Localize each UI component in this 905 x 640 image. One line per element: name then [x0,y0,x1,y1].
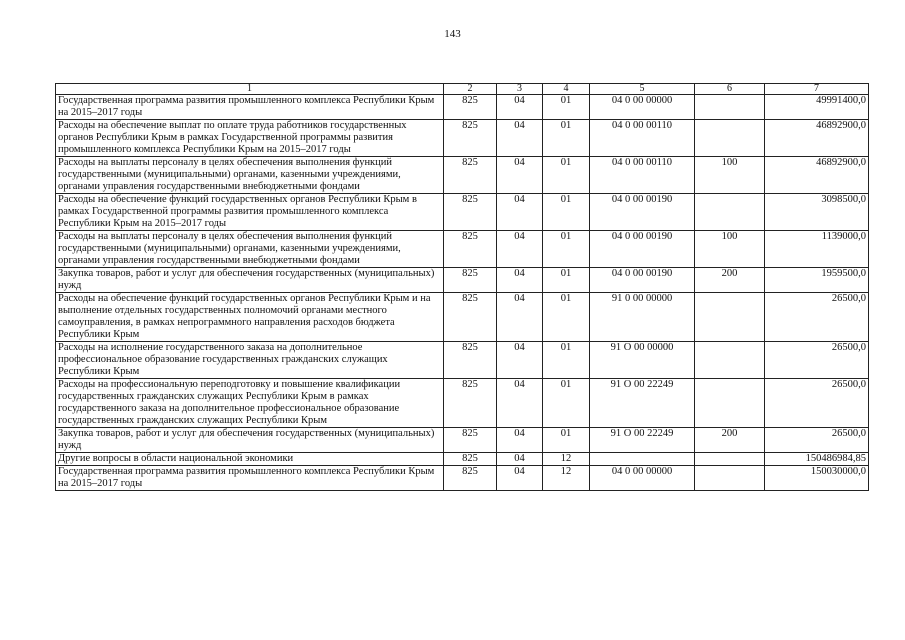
row-amount: 1139000,0 [765,231,869,268]
row-section: 04 [497,379,543,428]
row-section: 04 [497,120,543,157]
row-section: 04 [497,428,543,453]
row-name: Расходы на выплаты персоналу в целях обеспечения выполнения функций государственными (муниципальными) органами, казенными учреждениями, органами управления государственными внебюджетными фондами [56,157,444,194]
row-ministry: 825 [444,293,497,342]
row-section: 04 [497,342,543,379]
table-row [56,428,869,453]
row-section: 04 [497,466,543,491]
row-type: 100 [695,157,765,194]
table-row [56,379,869,428]
row-type [695,379,765,428]
row-target: 04 0 00 00000 [590,95,695,120]
table-body [56,95,869,491]
row-amount: 1959500,0 [765,268,869,293]
row-ministry: 825 [444,120,497,157]
row-amount: 49991400,0 [765,95,869,120]
row-section: 04 [497,268,543,293]
row-amount: 3098500,0 [765,194,869,231]
header-cell-target: 5 [590,84,695,95]
row-section: 04 [497,194,543,231]
table-row [56,120,869,157]
header-cell-section: 3 [497,84,543,95]
row-target: 91 О 00 00000 [590,342,695,379]
row-ministry: 825 [444,453,497,466]
row-section: 04 [497,453,543,466]
row-subsection: 01 [543,194,590,231]
row-subsection: 12 [543,453,590,466]
row-target: 04 0 00 00110 [590,157,695,194]
row-target: 91 О 00 22249 [590,428,695,453]
table-row [56,194,869,231]
row-type [695,466,765,491]
row-target: 04 0 00 00190 [590,231,695,268]
table-header [56,84,869,95]
row-name: Расходы на выплаты персоналу в целях обеспечения выполнения функций государственными (муниципальными) органами, казенными учреждениями, органами управления государственными внебюджетными фондами [56,231,444,268]
row-section: 04 [497,157,543,194]
row-amount: 150486984,85 [765,453,869,466]
table-row [56,231,869,268]
row-ministry: 825 [444,194,497,231]
row-subsection: 01 [543,342,590,379]
row-type: 200 [695,268,765,293]
row-ministry: 825 [444,231,497,268]
row-type [695,293,765,342]
row-ministry: 825 [444,268,497,293]
row-name: Закупка товаров, работ и услуг для обеспечения государственных (муниципальных) нужд [56,268,444,293]
row-target: 04 0 00 00000 [590,466,695,491]
row-amount: 46892900,0 [765,120,869,157]
row-target: 04 0 00 00190 [590,268,695,293]
row-type [695,342,765,379]
row-subsection: 01 [543,157,590,194]
row-type [695,95,765,120]
row-subsection: 01 [543,120,590,157]
row-name: Другие вопросы в области национальной экономики [56,453,444,466]
row-amount: 46892900,0 [765,157,869,194]
row-subsection: 01 [543,379,590,428]
row-amount: 150030000,0 [765,466,869,491]
row-target: 91 О 00 22249 [590,379,695,428]
header-cell-ministry: 2 [444,84,497,95]
row-target: 91 0 00 00000 [590,293,695,342]
row-ministry: 825 [444,157,497,194]
row-amount: 26500,0 [765,342,869,379]
row-type [695,453,765,466]
row-type [695,120,765,157]
row-type: 100 [695,231,765,268]
row-target: 04 0 00 00190 [590,194,695,231]
row-target [590,453,695,466]
row-ministry: 825 [444,379,497,428]
table-row [56,342,869,379]
row-name: Закупка товаров, работ и услуг для обеспечения государственных (муниципальных) нужд [56,428,444,453]
row-name: Расходы на обеспечение выплат по оплате труда работников государственных органов Республики Крым в рамках Государственной программы развития промышленного комплекса Республики Крым на 2015–2017 годы [56,120,444,157]
header-cell-name: 1 [56,84,444,95]
row-subsection: 01 [543,428,590,453]
row-ministry: 825 [444,95,497,120]
row-section: 04 [497,95,543,120]
row-type: 200 [695,428,765,453]
row-section: 04 [497,293,543,342]
row-name: Расходы на обеспечение функций государственных органов Республики Крым в рамках Государственной программы развития промышленного комплекса Республики Крым на 2015–2017 годы [56,194,444,231]
row-subsection: 01 [543,95,590,120]
row-subsection: 12 [543,466,590,491]
header-cell-amount: 7 [765,84,869,95]
row-target: 04 0 00 00110 [590,120,695,157]
row-ministry: 825 [444,342,497,379]
row-amount: 26500,0 [765,293,869,342]
header-row [56,84,869,95]
table-row [56,453,869,466]
table-row [56,293,869,342]
table-row [56,466,869,491]
row-name: Государственная программа развития промышленного комплекса Республики Крым на 2015–2017 годы [56,95,444,120]
table-row [56,95,869,120]
row-name: Государственная программа развития промышленного комплекса Республики Крым на 2015–2017 годы [56,466,444,491]
row-section: 04 [497,231,543,268]
row-name: Расходы на обеспечение функций государственных органов Республики Крым и на выполнение отдельных государственных полномочий органами местного самоуправления, в рамках непрограммного направления расходов бюджета Республики Крым [56,293,444,342]
table-row [56,268,869,293]
budget-table [55,83,869,491]
row-amount: 26500,0 [765,428,869,453]
row-ministry: 825 [444,466,497,491]
row-name: Расходы на исполнение государственного заказа на дополнительное профессиональное образование государственных гражданских служащих Республики Крым [56,342,444,379]
row-subsection: 01 [543,293,590,342]
row-ministry: 825 [444,428,497,453]
row-amount: 26500,0 [765,379,869,428]
row-name: Расходы на профессиональную переподготовку и повышение квалификации государственных гражданских служащих Республики Крым в рамках государственного заказа на дополнительное профессиональное образование государственных гражданских служащих Республики Крым [56,379,444,428]
table-row [56,157,869,194]
row-subsection: 01 [543,231,590,268]
page-number: 143 [444,28,461,40]
header-cell-type: 6 [695,84,765,95]
row-subsection: 01 [543,268,590,293]
row-type [695,194,765,231]
header-cell-subsection: 4 [543,84,590,95]
